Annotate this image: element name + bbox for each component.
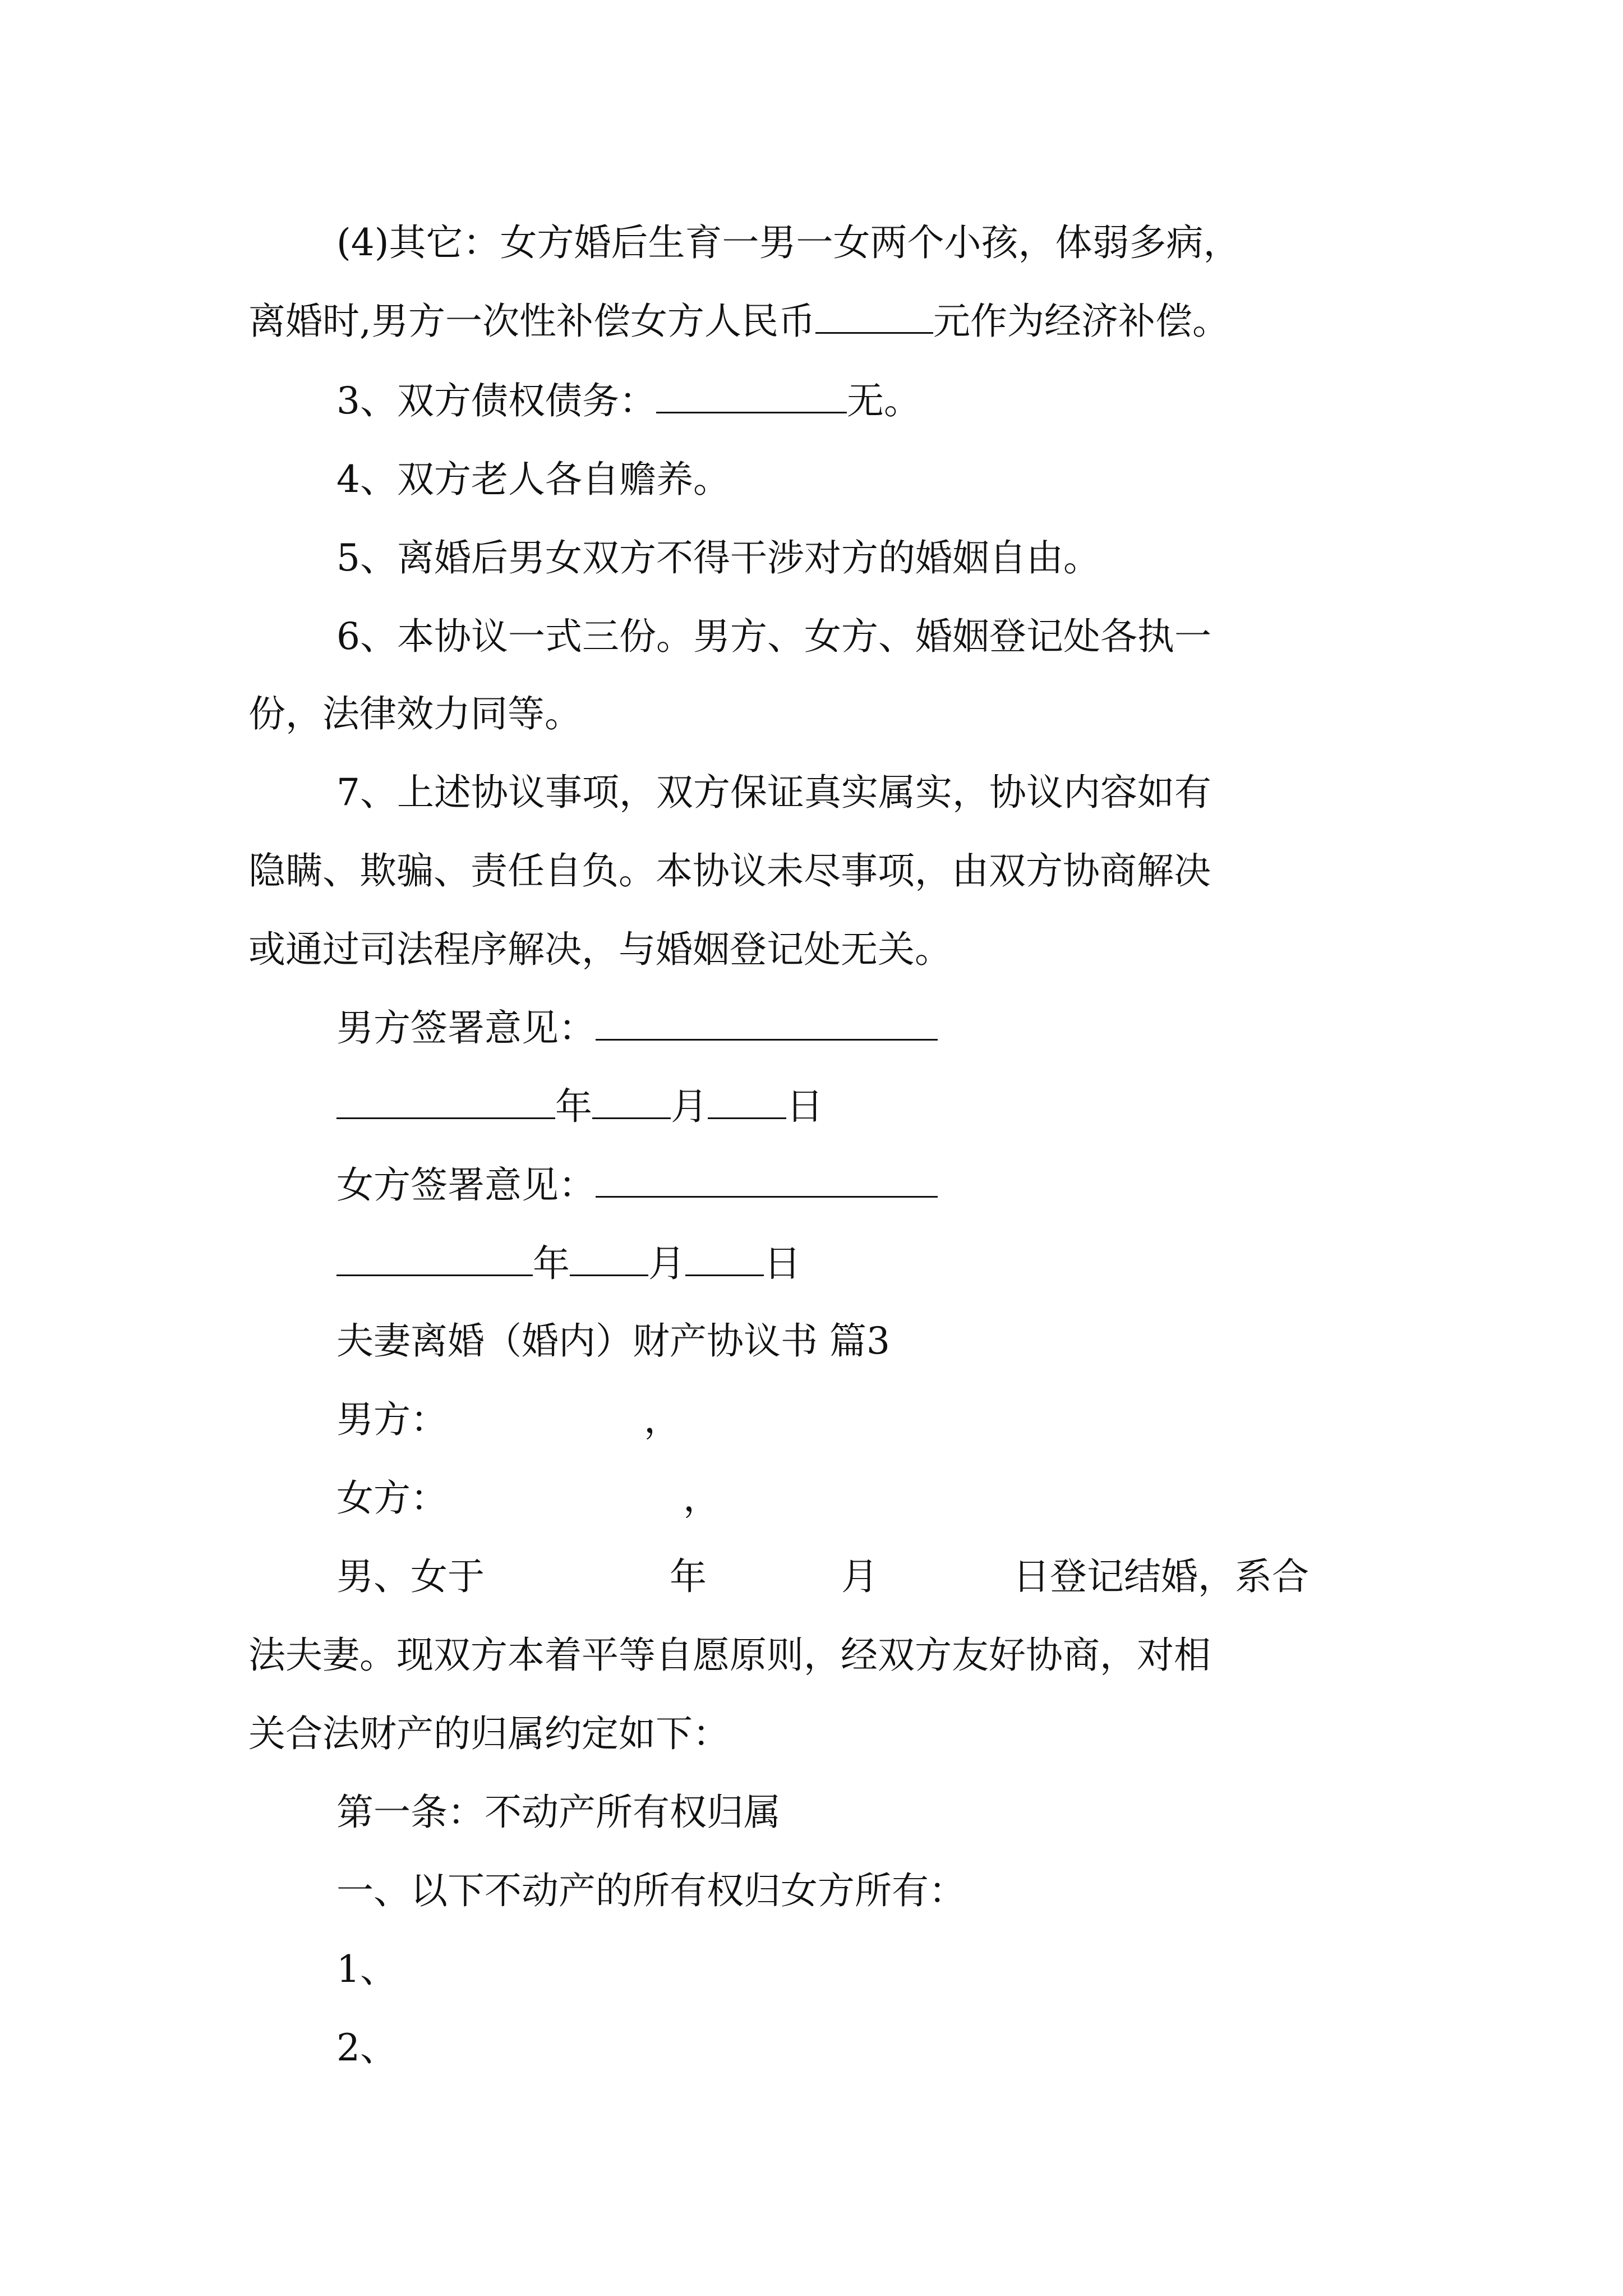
marriage-registration-line: 男、女于 年 月 日登记结婚，系合	[336, 1555, 1309, 1598]
male-signature-blank	[596, 1004, 938, 1041]
male-date-line: 年 月 日	[336, 1082, 823, 1132]
article-1-clause-1: 一、以下不动产的所有权归女方所有：	[336, 1869, 966, 1912]
marriage-registration-cont-2: 关合法财产的归属约定如下：	[248, 1712, 730, 1755]
male-month-blank	[592, 1083, 671, 1119]
list-item-2: 2、	[336, 2026, 397, 2069]
male-party-line: 男方： ，	[336, 1398, 681, 1441]
marriage-registration-cont-1: 法夫妻。现双方本着平等自愿原则，经双方友好协商，对相	[248, 1634, 1211, 1677]
list-item-1: 1、	[336, 1948, 397, 1991]
paragraph-debts: 3、双方债权债务： 无。	[336, 376, 921, 426]
paragraph-copies: 6、本协议一式三份。男方、女方、婚姻登记处各执一	[336, 615, 1211, 658]
paragraph-marriage-freedom: 5、离婚后男女双方不得干涉对方的婚姻自由。	[336, 536, 1100, 579]
section-heading-3: 夫妻离婚（婚内）财产协议书 篇3	[336, 1319, 890, 1363]
amount-blank	[815, 297, 933, 334]
female-signature-line: 女方签署意见：	[336, 1160, 938, 1211]
female-month-blank	[570, 1240, 648, 1276]
female-date-line: 年 月 日	[336, 1239, 801, 1289]
paragraph-copies-cont: 份，法律效力同等。	[248, 692, 582, 735]
article-1-heading: 第一条：不动产所有权归属	[336, 1791, 781, 1834]
paragraph-other-terms: (4)其它：女方婚后生育一男一女两个小孩，体弱多病，	[336, 221, 1241, 264]
paragraph-guarantee-cont-2: 或通过司法程序解决，与婚姻登记处无关。	[248, 928, 952, 971]
paragraph-compensation: 离婚时,男方一次性补偿女方人民币 元作为经济补偿。	[248, 296, 1229, 347]
paragraph-elderly-support: 4、双方老人各自赡养。	[336, 458, 730, 501]
female-day-blank	[685, 1240, 764, 1276]
female-signature-blank	[596, 1161, 938, 1198]
male-year-blank	[336, 1083, 555, 1119]
male-signature-line: 男方签署意见：	[336, 1003, 938, 1053]
paragraph-guarantee: 7、上述协议事项，双方保证真实属实，协议内容如有	[336, 771, 1211, 814]
debts-blank	[656, 377, 847, 413]
paragraph-guarantee-cont-1: 隐瞒、欺骗、责任自负。本协议未尽事项，由双方协商解决	[248, 849, 1211, 892]
female-year-blank	[336, 1240, 533, 1276]
male-day-blank	[708, 1083, 786, 1119]
female-party-line: 女方： ，	[336, 1476, 720, 1520]
